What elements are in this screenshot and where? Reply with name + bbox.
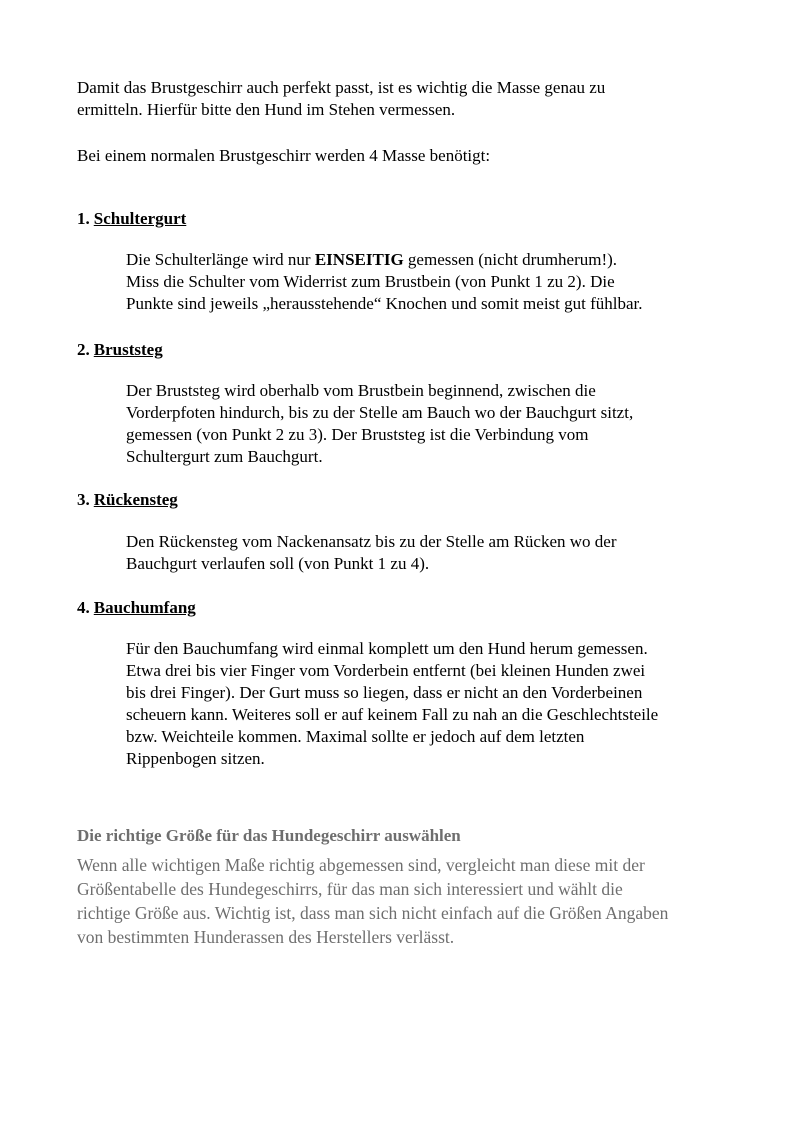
body-line: Wenn alle wichtigen Maße richtig abgemessen sind, vergleicht man diese mit der [77, 855, 645, 875]
body-line: Schultergurt zum Bauchgurt. [126, 447, 323, 466]
body-line: Bauchgurt verlaufen soll (von Punkt 1 zu 4). [126, 554, 430, 573]
body-line: gemessen (von Punkt 2 zu 3). Der Bruststeg ist die Verbindung vom [126, 425, 589, 444]
section-heading-bauchumfang [77, 597, 196, 619]
body-line: von bestimmten Hunderassen des Herstellers verlässt. [77, 927, 455, 947]
body-line: richtige Größe aus. Wichtig ist, dass man sich nicht einfach auf die Größen Angaben [77, 903, 669, 923]
section-body-bruststeg [126, 380, 726, 468]
intro-line-1: Damit das Brustgeschirr auch perfekt passt, ist es wichtig die Masse genau zu [77, 78, 606, 97]
section-title: Rückensteg [93, 490, 178, 509]
section-title: Schultergurt [93, 209, 187, 228]
body-line: bis drei Finger). Der Gurt muss so liegen, dass er nicht an den Vorderbeinen [126, 683, 643, 702]
body-line: Etwa drei bis vier Finger vom Vorderbein entfernt (bei kleinen Hunden zwei [126, 661, 646, 680]
section-body-schultergurt [126, 249, 726, 315]
section-title: Bauchumfang [93, 598, 196, 617]
intro-requirement: Bei einem normalen Brustgeschirr werden 4 Masse benötigt: [77, 146, 491, 165]
body-line: Punkte sind jeweils „herausstehende“ Knochen und somit meist gut fühlbar. [126, 294, 643, 313]
section-number: 3. [77, 490, 90, 509]
size-section-heading: Die richtige Größe für das Hundegeschirr auswählen [77, 826, 461, 845]
section-number: 4. [77, 598, 90, 617]
body-line: Größentabelle des Hundegeschirrs, für das man sich interessiert und wählt die [77, 879, 623, 899]
section-body-rueckensteg [126, 531, 726, 575]
body-line: Miss die Schulter vom Widerrist zum Brustbein (von Punkt 1 zu 2). Die [126, 272, 615, 291]
body-line: bzw. Weichteile kommen. Maximal sollte er jedoch auf dem letzten [126, 727, 585, 746]
body-line: scheuern kann. Weiteres soll er auf keinem Fall zu nah an die Geschlechtsteile [126, 705, 659, 724]
body-line: Rippenbogen sitzen. [126, 749, 265, 768]
body-line: Die Schulterlänge wird nur EINSEITIG gemessen (nicht drumherum!). [126, 250, 618, 269]
emphasis-text: EINSEITIG [314, 250, 404, 269]
section-heading-schultergurt [77, 208, 186, 230]
body-line: Den Rückensteg vom Nackenansatz bis zu der Stelle am Rücken wo der [126, 532, 617, 551]
intro-paragraph [77, 77, 737, 121]
body-line: Vorderpfoten hindurch, bis zu der Stelle am Bauch wo der Bauchgurt sitzt, [126, 403, 634, 422]
section-body-bauchumfang [126, 638, 726, 770]
size-section-body [77, 853, 757, 949]
body-line: Der Bruststeg wird oberhalb vom Brustbein beginnend, zwischen die [126, 381, 596, 400]
section-heading-rueckensteg [77, 489, 178, 511]
intro-line-2: ermitteln. Hierfür bitte den Hund im Stehen vermessen. [77, 100, 456, 119]
section-title: Bruststeg [93, 340, 163, 359]
section-number: 2. [77, 340, 90, 359]
body-line: Für den Bauchumfang wird einmal komplett um den Hund herum gemessen. [126, 639, 648, 658]
section-heading-bruststeg [77, 339, 163, 361]
section-number: 1. [77, 209, 90, 228]
